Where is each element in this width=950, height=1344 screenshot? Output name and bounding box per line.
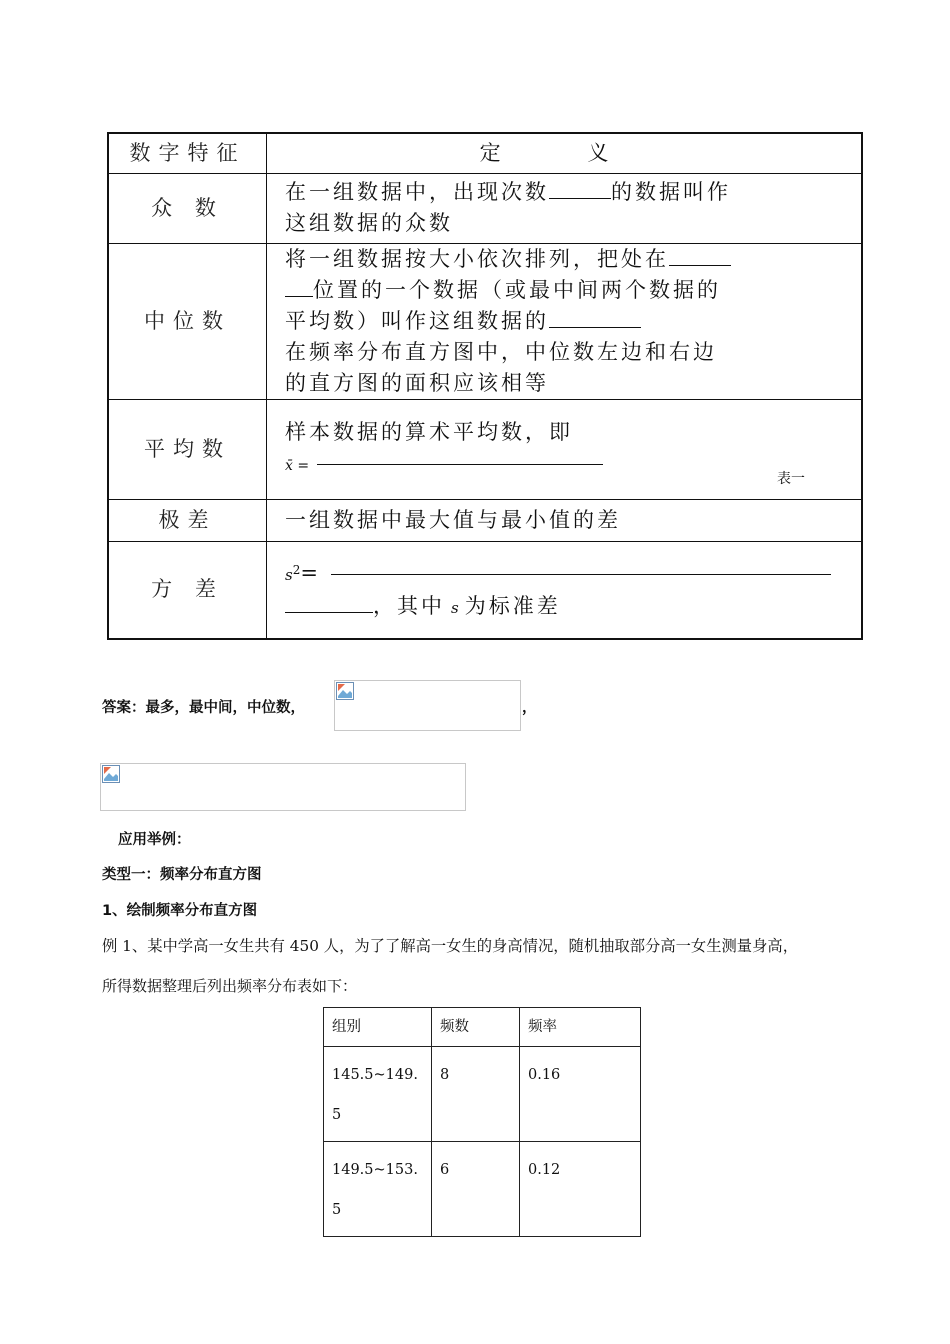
def-value-median bbox=[267, 243, 863, 399]
median-text-1: 将一组数据按大小依次排列，把处在 bbox=[285, 246, 669, 271]
median-text-4: 在频率分布直方图中，中位数左边和右边 bbox=[285, 339, 717, 364]
def-header-row bbox=[108, 133, 862, 173]
blank-long bbox=[331, 574, 831, 575]
variance-text-2: 为标准差 bbox=[464, 594, 561, 619]
sub1-heading: 1、绘制频率分布直方图 bbox=[102, 903, 258, 919]
median-text-3: 平均数）叫作这组数据的 bbox=[285, 308, 549, 333]
freq-header-group: 组别 bbox=[324, 1008, 432, 1047]
apply-heading: 应用举例： bbox=[118, 832, 191, 848]
example-line-1: 例 1、某中学高一女生共有 450 人，为了了解高一女生的身高情况，随机抽取部分高一女生测量身高， bbox=[102, 937, 798, 955]
freq-value: 0.12 bbox=[520, 1142, 641, 1237]
freq-count: 6 bbox=[432, 1142, 520, 1237]
def-value-variance bbox=[267, 541, 863, 639]
freq-header-freq: 频率 bbox=[520, 1008, 641, 1047]
def-key-mode: 众 数 bbox=[108, 173, 267, 243]
def-key-variance: 方 差 bbox=[108, 541, 267, 639]
def-header-value: 定 义 bbox=[267, 133, 863, 173]
table-row bbox=[324, 1047, 641, 1142]
freq-header-row bbox=[324, 1008, 641, 1047]
blank bbox=[549, 306, 641, 328]
mean-xbar: x̄ = bbox=[285, 457, 310, 474]
def-row-median bbox=[108, 243, 862, 399]
definitions-table bbox=[107, 132, 863, 640]
mode-text-2: 的数据叫作 bbox=[611, 180, 731, 204]
freq-value: 0.16 bbox=[520, 1047, 641, 1142]
def-key-range: 极差 bbox=[108, 499, 267, 541]
formula-image bbox=[334, 680, 521, 731]
blank bbox=[549, 177, 611, 199]
sd-symbol: s bbox=[451, 599, 459, 618]
broken-image-icon bbox=[336, 682, 354, 700]
freq-count: 8 bbox=[432, 1047, 520, 1142]
mode-text-3: 这组数据的众数 bbox=[285, 211, 453, 235]
def-row-range bbox=[108, 499, 862, 541]
median-text-5: 的直方图的面积应该相等 bbox=[285, 370, 549, 395]
blank bbox=[285, 275, 313, 297]
table-note: 表一 bbox=[777, 470, 805, 487]
def-value-range: 一组数据中最大值与最小值的差 bbox=[267, 499, 863, 541]
type1-heading: 类型一：频率分布直方图 bbox=[102, 867, 262, 883]
median-text-2: 位置的一个数据（或最中间两个数据的 bbox=[313, 277, 721, 302]
formula-image bbox=[100, 763, 466, 811]
variance-text-1: ，其中 bbox=[373, 594, 445, 619]
table-row bbox=[324, 1142, 641, 1237]
def-value-mean bbox=[267, 399, 863, 499]
freq-group: 145.5~149.5 bbox=[324, 1047, 432, 1142]
blank-long bbox=[317, 464, 603, 465]
def-row-mode bbox=[108, 173, 862, 243]
def-value-mode bbox=[267, 173, 863, 243]
def-row-variance bbox=[108, 541, 862, 639]
broken-image-icon bbox=[102, 765, 120, 783]
answer-comma: ， bbox=[522, 700, 537, 716]
answer-label: 答案：最多，最中间，中位数， bbox=[102, 700, 305, 716]
freq-header-count: 频数 bbox=[432, 1008, 520, 1047]
frequency-table bbox=[323, 1007, 641, 1237]
def-header-key: 数字特征 bbox=[108, 133, 267, 173]
blank bbox=[669, 244, 731, 266]
def-key-mean: 平均数 bbox=[108, 399, 267, 499]
freq-group: 149.5~153.5 bbox=[324, 1142, 432, 1237]
mean-text-1: 样本数据的算术平均数，即 bbox=[285, 419, 573, 444]
variance-eq: = bbox=[300, 561, 321, 586]
def-row-mean bbox=[108, 399, 862, 499]
blank bbox=[285, 591, 373, 613]
def-key-median: 中位数 bbox=[108, 243, 267, 399]
mode-text-1: 在一组数据中，出现次数 bbox=[285, 180, 549, 204]
example-line-2: 所得数据整理后列出频率分布表如下： bbox=[102, 977, 358, 995]
variance-symbol: $s^2$ bbox=[285, 563, 301, 585]
